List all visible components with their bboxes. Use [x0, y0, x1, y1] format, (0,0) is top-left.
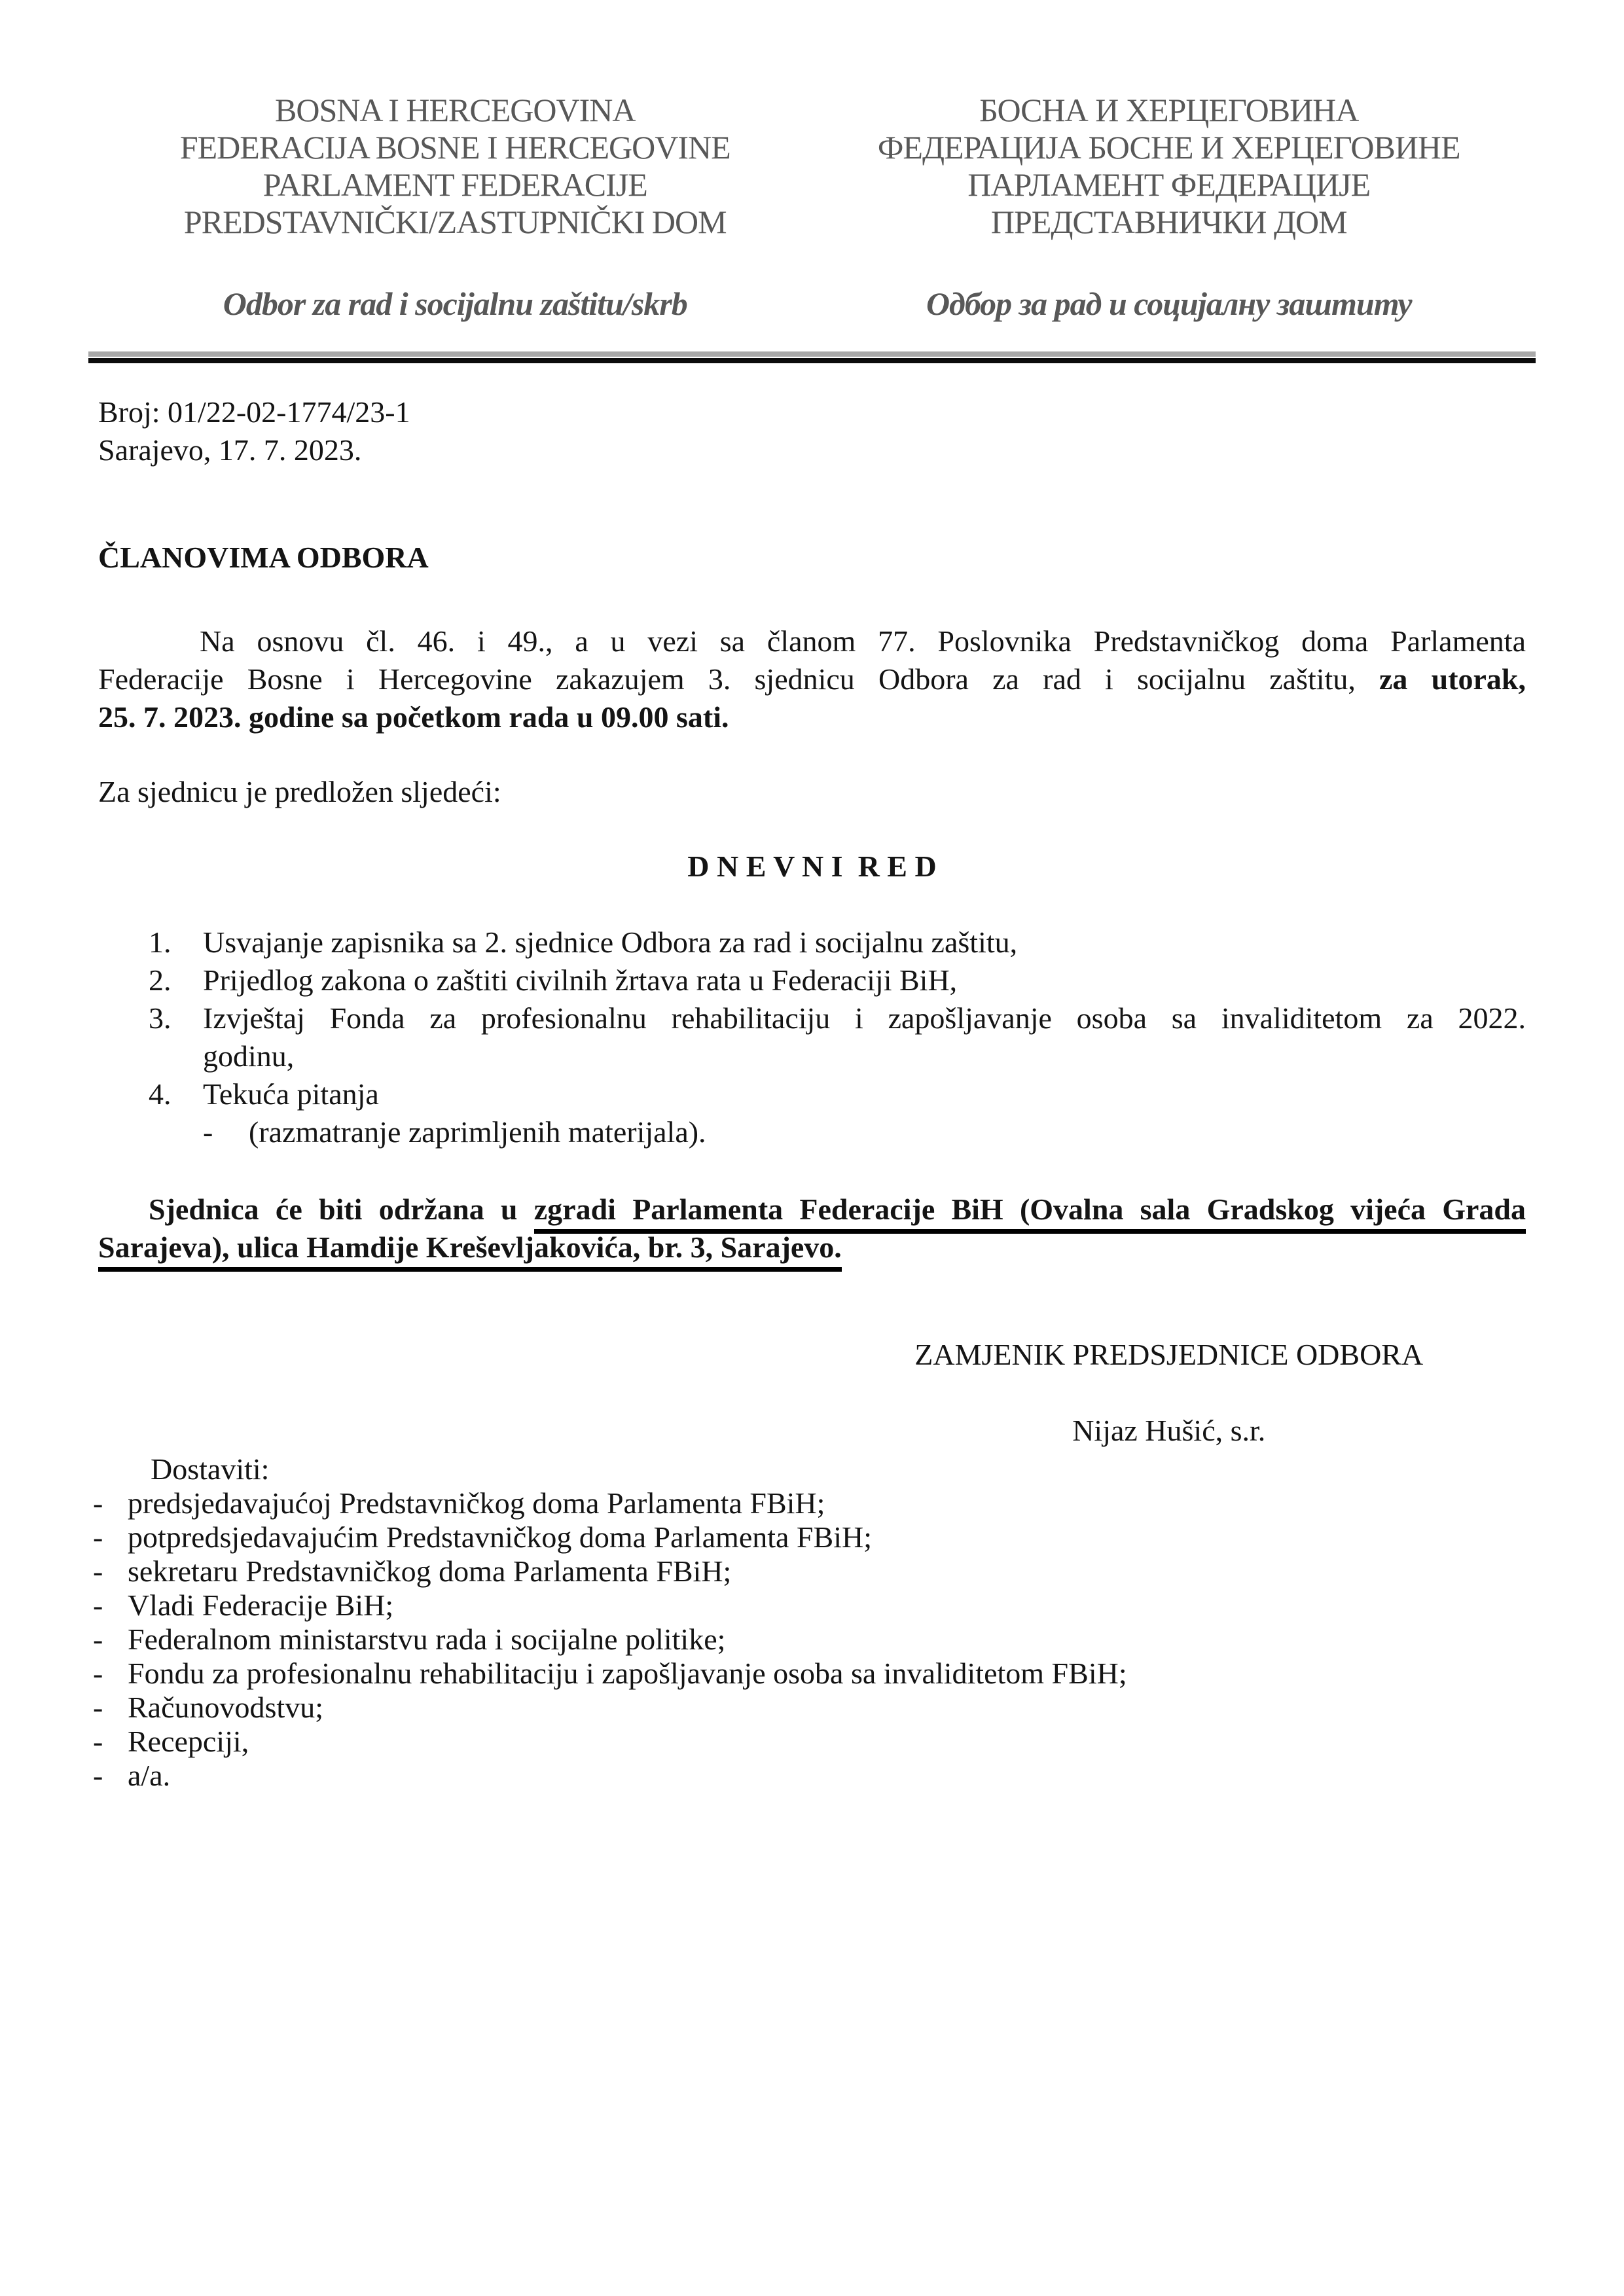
distribution-item-2-text: potpredsjedavajućim Predstavničkog doma Parlamenta FBiH;	[128, 1520, 872, 1554]
distribution-item-1	[93, 1486, 1526, 1520]
agenda-item-1	[98, 924, 1526, 961]
agenda-item-4-subitem	[98, 1113, 1526, 1151]
distribution-item-6-text: Fondu za profesionalnu rehabilitaciju i zapošljavanje osoba sa invaliditetom FBiH;	[128, 1657, 1127, 1690]
signer-role: ZAMJENIK PREDSJEDNICE ODBORA	[914, 1338, 1424, 1371]
venue-line-2-underlined: Sarajeva), ulica Hamdije Kreševljakovića, br. 3, Sarajevo.	[98, 1230, 842, 1272]
distribution-item-2	[93, 1520, 1526, 1554]
committee-name-cyrillic: Одбор за рад и социјалну заштиту	[926, 285, 1412, 322]
committee-name-latin: Odbor za rad i socijalnu zaštitu/skrb	[223, 285, 687, 322]
addressee-line: ČLANOVIMA ODBORA	[98, 541, 429, 574]
distribution-item-3-text: sekretaru Predstavničkog doma Parlamenta FBiH;	[128, 1554, 732, 1588]
document-number: Broj: 01/22-02-1774/23-1	[98, 395, 410, 429]
signature-block	[98, 1336, 1526, 1449]
distribution-item-9	[93, 1759, 1526, 1793]
intro-line-2	[98, 660, 1526, 698]
distribution-block	[93, 1452, 1526, 1793]
agenda-item-4	[98, 1075, 1526, 1113]
letterhead-right-line-4: ПРЕДСТАВНИЧКИ ДОМ	[990, 204, 1347, 240]
distribution-item-3-dash: -	[93, 1554, 103, 1588]
letterhead-right	[812, 92, 1526, 323]
venue-line-2	[98, 1229, 1526, 1266]
distribution-item-5-text: Federalnom ministarstvu rada i socijalne politike;	[128, 1623, 726, 1656]
distribution-item-7-text: Računovodstvu;	[128, 1691, 323, 1724]
distribution-item-4	[93, 1588, 1526, 1623]
header-divider-black-bar	[88, 358, 1536, 363]
venue-line-1-prefix: Sjednica će biti održana u	[149, 1193, 518, 1226]
distribution-item-1-text: predsjedavajućoj Predstavničkog doma Parlamenta FBiH;	[128, 1486, 825, 1520]
agenda-list	[98, 924, 1526, 1151]
distribution-item-7-dash: -	[93, 1691, 103, 1724]
agenda-item-3	[98, 999, 1526, 1075]
document-meta	[98, 393, 1526, 469]
distribution-item-1-dash: -	[93, 1486, 103, 1520]
intro-paragraph	[98, 622, 1526, 736]
agenda-item-2-text: Prijedlog zakona o zaštiti civilnih žrtava rata u Federaciji BiH,	[203, 963, 958, 997]
agenda-item-4-number: 4.	[149, 1077, 171, 1111]
intro-line-1: Na osnovu čl. 46. i 49., a u vezi sa članom 77. Poslovnika Predstavničkog doma Parlamenta	[200, 624, 1526, 658]
letterhead-left	[98, 92, 812, 323]
agenda-item-4-text: Tekuća pitanja	[203, 1077, 379, 1111]
agenda-item-1-number: 1.	[149, 925, 171, 959]
agenda-item-3-text-line-2: godinu,	[203, 1039, 295, 1073]
letterhead-left-line-4: PREDSTAVNIČKI/ZASTUPNIČKI DOM	[183, 204, 727, 240]
distribution-item-5-dash: -	[93, 1623, 103, 1656]
distribution-item-7	[93, 1691, 1526, 1725]
intro-line-2-regular: Federacije Bosne i Hercegovine zakazujem 3. sjednicu Odbora za rad i socijalnu zaštitu,	[98, 662, 1356, 696]
place-and-date: Sarajevo, 17. 7. 2023.	[98, 433, 362, 467]
distribution-item-6-dash: -	[93, 1657, 103, 1690]
agenda-item-1-text: Usvajanje zapisnika sa 2. sjednice Odbora za rad i socijalnu zaštitu,	[203, 925, 1018, 959]
distribution-item-8-text: Recepciji,	[128, 1725, 249, 1758]
distribution-item-8	[93, 1725, 1526, 1759]
signer-name: Nijaz Hušić, s.r.	[1072, 1414, 1266, 1447]
header-divider-gray-bar	[88, 351, 1536, 357]
agenda-item-3-text-line-1: Izvještaj Fonda za profesionalnu rehabilitaciju i zapošljavanje osoba sa invaliditetom za 2022.	[203, 1001, 1526, 1035]
distribution-item-8-dash: -	[93, 1725, 103, 1758]
venue-line-1	[98, 1191, 1526, 1229]
letterhead-right-line-1: БОСНА И ХЕРЦЕГОВИНА	[979, 92, 1359, 128]
distribution-item-5	[93, 1623, 1526, 1657]
proposal-line: Za sjednicu je predložen sljedeći:	[98, 775, 501, 808]
distribution-item-2-dash: -	[93, 1520, 103, 1554]
venue-paragraph	[98, 1191, 1526, 1266]
distribution-item-9-text: a/a.	[128, 1759, 171, 1792]
agenda-subitem-text: (razmatranje zaprimljenih materijala).	[249, 1115, 706, 1149]
agenda-title: D N E V N I R E D	[687, 850, 937, 883]
distribution-item-4-text: Vladi Federacije BiH;	[128, 1588, 394, 1622]
distribution-label: Dostaviti:	[151, 1452, 270, 1486]
distribution-item-6	[93, 1657, 1526, 1691]
header-divider	[88, 351, 1536, 363]
agenda-item-2	[98, 961, 1526, 999]
letterhead-left-line-1: BOSNA I HERCEGOVINA	[275, 92, 636, 128]
letterhead-right-line-2: ФЕДЕРАЦИЈА БОСНЕ И ХЕРЦЕГОВИНЕ	[877, 129, 1460, 166]
letterhead-left-line-2: FEDERACIJA BOSNE I HERCEGOVINE	[179, 129, 731, 166]
letterhead	[98, 92, 1526, 323]
distribution-item-4-dash: -	[93, 1588, 103, 1622]
distribution-item-3	[93, 1554, 1526, 1588]
agenda-item-3-number: 3.	[149, 1001, 171, 1035]
intro-line-3: 25. 7. 2023. godine sa početkom rada u 09.00 sati.	[98, 700, 729, 734]
distribution-item-9-dash: -	[93, 1759, 103, 1792]
agenda-item-2-number: 2.	[149, 963, 171, 997]
agenda-subitem-dash: -	[203, 1115, 213, 1149]
intro-line-2-bold: za utorak,	[1379, 662, 1526, 696]
letterhead-left-line-3: PARLAMENT FEDERACIJE	[262, 166, 647, 203]
letterhead-right-line-3: ПАРЛАМЕНТ ФЕДЕРАЦИЈЕ	[967, 166, 1371, 203]
venue-line-1-underlined: zgradi Parlamenta Federacije BiH (Ovalna sala Gradskog vijeća Grada	[534, 1193, 1526, 1234]
